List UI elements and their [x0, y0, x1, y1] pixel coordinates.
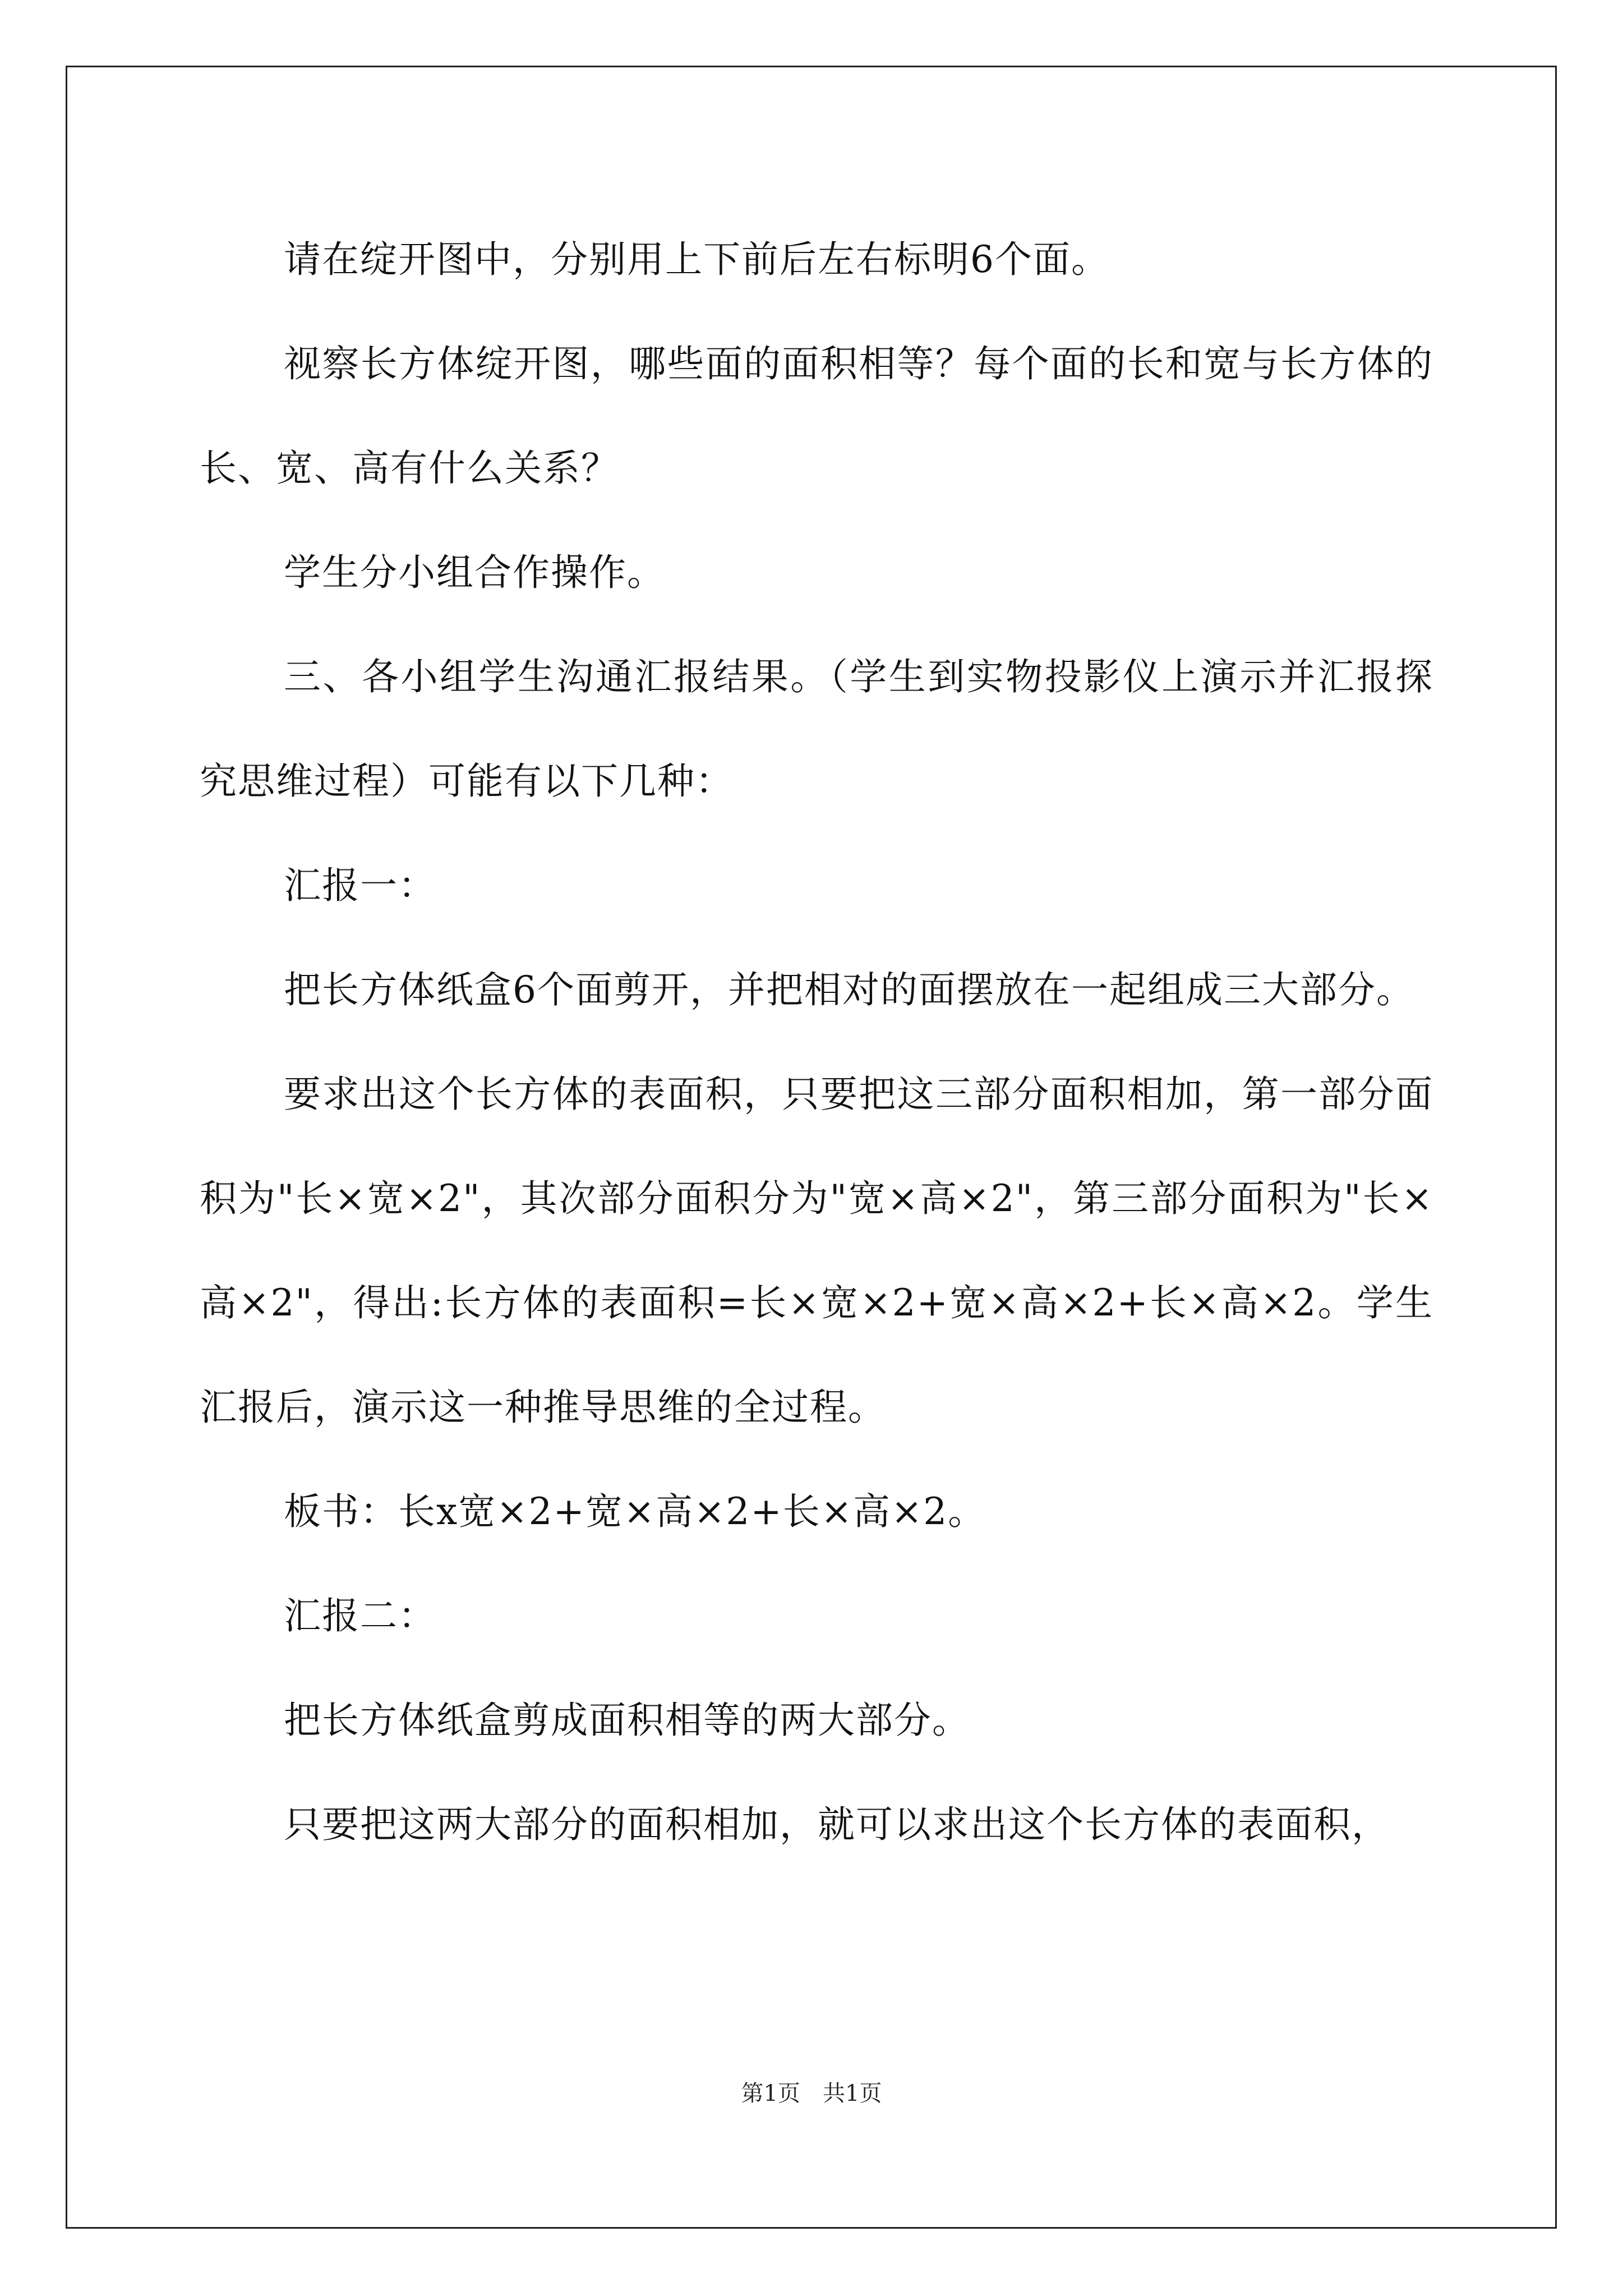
- paragraph: 板书：长x宽×2+宽×高×2+长×高×2。: [284, 1490, 986, 1533]
- paragraph: 要求出这个长方体的表面积，只要把这三部分面积相加，第一部分面积为"长×宽×2"，其次部分面积分为"宽×高×2"，第三部分面积为"长×高×2"，得出:长方体的表面积=长×宽×2+宽×高×2+长×高×2。学生汇报后，演示这一种推导思维的全过程。: [200, 1073, 1433, 1429]
- paragraph: 把长方体纸盒6个面剪开，并把相对的面摆放在一起组成三大部分。: [284, 968, 1414, 1011]
- paragraph: 汇报二：: [284, 1594, 436, 1637]
- paragraph: 视察长方体绽开图，哪些面的面积相等？每个面的长和宽与长方体的长、宽、高有什么关系？: [200, 342, 1433, 490]
- document-body: [200, 208, 1433, 1877]
- paragraph: 只要把这两大部分的面积相加，就可以求出这个长方体的表面积，: [284, 1803, 1390, 1846]
- paragraph: 把长方体纸盒剪成面积相等的两大部分。: [284, 1699, 970, 1742]
- paragraph: 汇报一：: [284, 864, 436, 907]
- page-footer: 第1页 共1页: [741, 2081, 882, 2106]
- paragraph: 请在绽开图中，分别用上下前后左右标明6个面。: [284, 238, 1109, 281]
- paragraph: 学生分小组合作操作。: [284, 551, 665, 594]
- paragraph: 三、各小组学生沟通汇报结果。（学生到实物投影仪上演示并汇报探究思维过程）可能有以下几种：: [200, 655, 1433, 803]
